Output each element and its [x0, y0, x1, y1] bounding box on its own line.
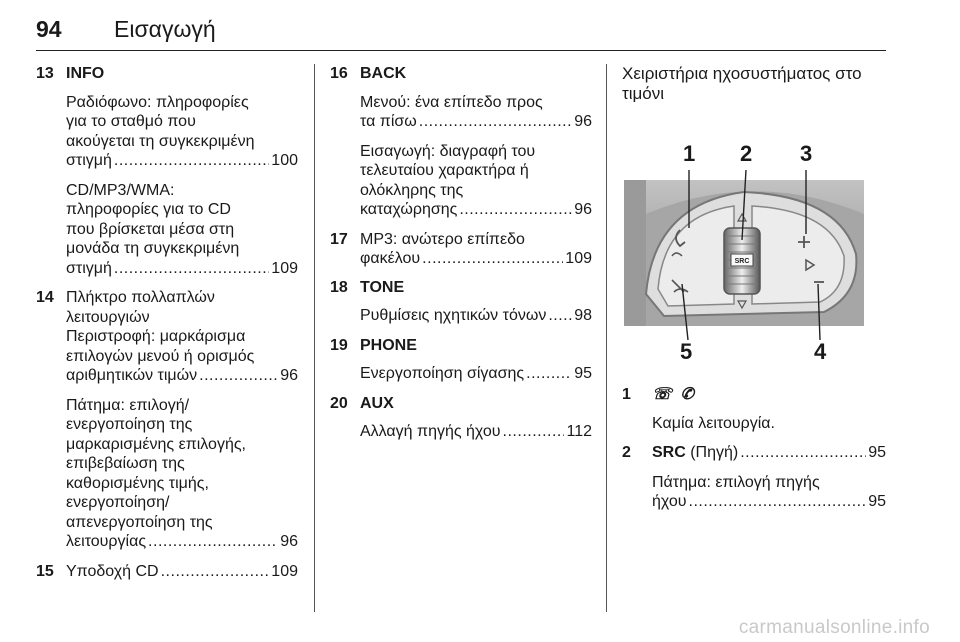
- entry-paragraph: [360, 93, 592, 132]
- text-line: Ραδιόφωνο: πληροφορίες: [66, 93, 249, 111]
- text-line: επιλογών μενού ή ορισμός: [66, 347, 255, 365]
- page-ref[interactable]: 95: [574, 365, 592, 382]
- text-line: μονάδα τη συγκεκριμένη: [66, 240, 240, 257]
- callout-2: 2: [740, 141, 753, 166]
- toc-line: [66, 259, 298, 279]
- dot-leader: [419, 112, 572, 132]
- item-keyword-note: (Πηγή): [685, 444, 739, 461]
- page-title: Εισαγωγή: [114, 16, 216, 42]
- text-line: Μενού: ένα επίπεδο προς: [360, 93, 543, 111]
- entry-paragraph: [66, 396, 298, 552]
- toc-entry: [330, 336, 592, 384]
- entry-heading: TONE: [360, 278, 405, 296]
- item-number: 2: [622, 444, 631, 461]
- text-line: Αλλαγή πηγής ήχου: [360, 423, 501, 440]
- page-ref[interactable]: 95: [868, 444, 886, 461]
- entry-heading: INFO: [66, 65, 105, 82]
- text-line: ενεργοποίηση/: [66, 494, 170, 511]
- dot-leader: [114, 151, 269, 171]
- entry-heading: PHONE: [360, 336, 417, 354]
- text-line: ακούγεται τη συγκεκριμένη: [66, 132, 255, 150]
- page-ref[interactable]: 96: [574, 201, 592, 218]
- dot-leader: [526, 364, 572, 384]
- text-line: στιγμή: [66, 259, 112, 277]
- watermark: carmanualsonline.info: [738, 617, 930, 638]
- toc-entry: [330, 64, 592, 220]
- callout-4: 4: [814, 339, 827, 364]
- text-line: MP3: ανώτερο επίπεδο: [360, 230, 525, 248]
- text-line: φακέλου: [360, 250, 421, 267]
- item-number: 1: [622, 386, 631, 403]
- section-title: [622, 64, 886, 104]
- text-line: καταχώρησης: [360, 201, 458, 218]
- page-ref[interactable]: 109: [565, 250, 592, 267]
- entry-paragraph: [66, 327, 298, 386]
- column-middle: [330, 64, 592, 452]
- text-line: τελευταίου χαρακτήρα ή: [360, 162, 529, 179]
- toc-line: [66, 532, 298, 552]
- entry-paragraph: [360, 422, 592, 442]
- toc-line: [652, 492, 886, 512]
- page-ref[interactable]: 100: [271, 152, 298, 169]
- entry-paragraph: [66, 181, 298, 279]
- dot-leader: [422, 249, 563, 269]
- page-ref[interactable]: 96: [280, 367, 298, 384]
- toc-line: [652, 443, 886, 463]
- text-line: Πάτημα: επιλογή πηγής: [652, 473, 820, 491]
- text-line: Εισαγωγή: διαγραφή του: [360, 142, 536, 160]
- toc-line: [360, 364, 592, 384]
- callout-5: 5: [680, 339, 693, 364]
- entry-heading: BACK: [360, 65, 407, 82]
- dot-leader: [161, 562, 270, 582]
- page-ref[interactable]: 98: [574, 307, 592, 324]
- text-line: απενεργοποίηση της: [66, 513, 213, 531]
- toc-entry: [36, 64, 298, 278]
- column-divider: [314, 64, 315, 612]
- text-line: ολόκληρης της: [360, 181, 464, 199]
- text-line: CD/MP3/WMA:: [66, 181, 175, 199]
- page-ref[interactable]: 109: [271, 562, 298, 580]
- toc-line: [360, 306, 592, 326]
- toc-entry: [330, 230, 592, 269]
- dot-leader: [114, 259, 269, 279]
- toc-line: [360, 112, 592, 132]
- section-title-line: Χειριστήρια ηχοσυστήματος στο: [622, 64, 862, 83]
- column-left: [36, 64, 298, 590]
- toc-line: [360, 249, 592, 269]
- legend-item-1: [622, 385, 886, 433]
- entry-paragraph: [360, 364, 592, 384]
- text-line: λειτουργιών: [66, 308, 150, 326]
- entry-number: 20: [330, 394, 348, 412]
- text-line: ενεργοποίηση της: [66, 416, 193, 433]
- text-line: αριθμητικών τιμών: [66, 367, 198, 384]
- toc-entry: [330, 394, 592, 442]
- page-ref[interactable]: 96: [574, 113, 592, 130]
- entry-number: 16: [330, 65, 348, 82]
- dot-leader: [459, 200, 572, 220]
- column-right: [622, 64, 886, 512]
- toc-line: [360, 200, 592, 220]
- entry-number: 17: [330, 230, 348, 248]
- steering-wheel-controls-illustration: [624, 141, 864, 369]
- text-line: για το σταθμό που: [66, 113, 196, 130]
- legend-item-2: [622, 443, 886, 512]
- item-description: Καμία λειτουργία.: [652, 414, 775, 432]
- toc-line: [360, 422, 592, 442]
- text-line: μαρκαρισμένης επιλογής,: [66, 435, 246, 453]
- dot-leader: [740, 443, 866, 463]
- toc-entry: [36, 288, 298, 552]
- text-line: καθορισμένης τιμής,: [66, 474, 209, 492]
- text-line: Ενεργοποίηση σίγασης: [360, 365, 525, 382]
- entry-heading: AUX: [360, 394, 394, 412]
- entry-number: 18: [330, 278, 348, 296]
- toc-line: [66, 151, 298, 171]
- text-line: που βρίσκεται μέσα στη: [66, 220, 235, 238]
- callout-1: 1: [683, 141, 696, 166]
- text-line: ήχου: [652, 493, 687, 510]
- column-divider: [606, 64, 607, 612]
- text-line: λειτουργίας: [66, 533, 147, 550]
- item-keyword: SRC: [652, 444, 686, 461]
- text-line: Περιστροφή: μαρκάρισμα: [66, 328, 246, 345]
- text-line: Ρυθμίσεις ηχητικών τόνων: [360, 307, 547, 324]
- dot-leader: [548, 306, 572, 326]
- page-ref[interactable]: 109: [271, 259, 298, 277]
- phone-symbols-icon: ☏ ✆: [652, 386, 696, 403]
- text-line: Υποδοχή CD: [66, 562, 159, 580]
- toc-line: [66, 366, 298, 386]
- text-line: στιγμή: [66, 152, 112, 169]
- dot-leader: [148, 532, 278, 552]
- text-line: Πάτημα: επιλογή/: [66, 396, 190, 414]
- entry-paragraph: [360, 142, 592, 220]
- entry-number: 19: [330, 336, 348, 354]
- entry-paragraph: [66, 93, 298, 171]
- entry-number: 15: [36, 562, 54, 580]
- callout-3: 3: [800, 141, 813, 166]
- dot-leader: [689, 492, 867, 512]
- entry-number: 14: [36, 289, 54, 306]
- dot-leader: [503, 422, 565, 442]
- page-number: 94: [36, 16, 62, 42]
- src-label: SRC: [734, 258, 750, 265]
- text-line: επιβεβαίωση της: [66, 455, 185, 472]
- entry-paragraph: [360, 306, 592, 326]
- entry-number: 13: [36, 65, 54, 82]
- toc-entry: [36, 562, 298, 582]
- toc-entry: [330, 278, 592, 326]
- page-ref[interactable]: 112: [566, 423, 592, 440]
- steering-wheel-controls-figure: [624, 141, 864, 369]
- text-line: Πλήκτρο πολλαπλών: [66, 289, 215, 306]
- dot-leader: [199, 366, 278, 386]
- page-ref[interactable]: 96: [280, 533, 298, 550]
- toc-line: [66, 562, 298, 582]
- section-title-line: τιμόνι: [622, 84, 665, 103]
- page-ref[interactable]: 95: [868, 493, 886, 510]
- text-line: πληροφορίες για το CD: [66, 201, 231, 218]
- page-header: [36, 10, 886, 51]
- text-line: τα πίσω: [360, 113, 417, 130]
